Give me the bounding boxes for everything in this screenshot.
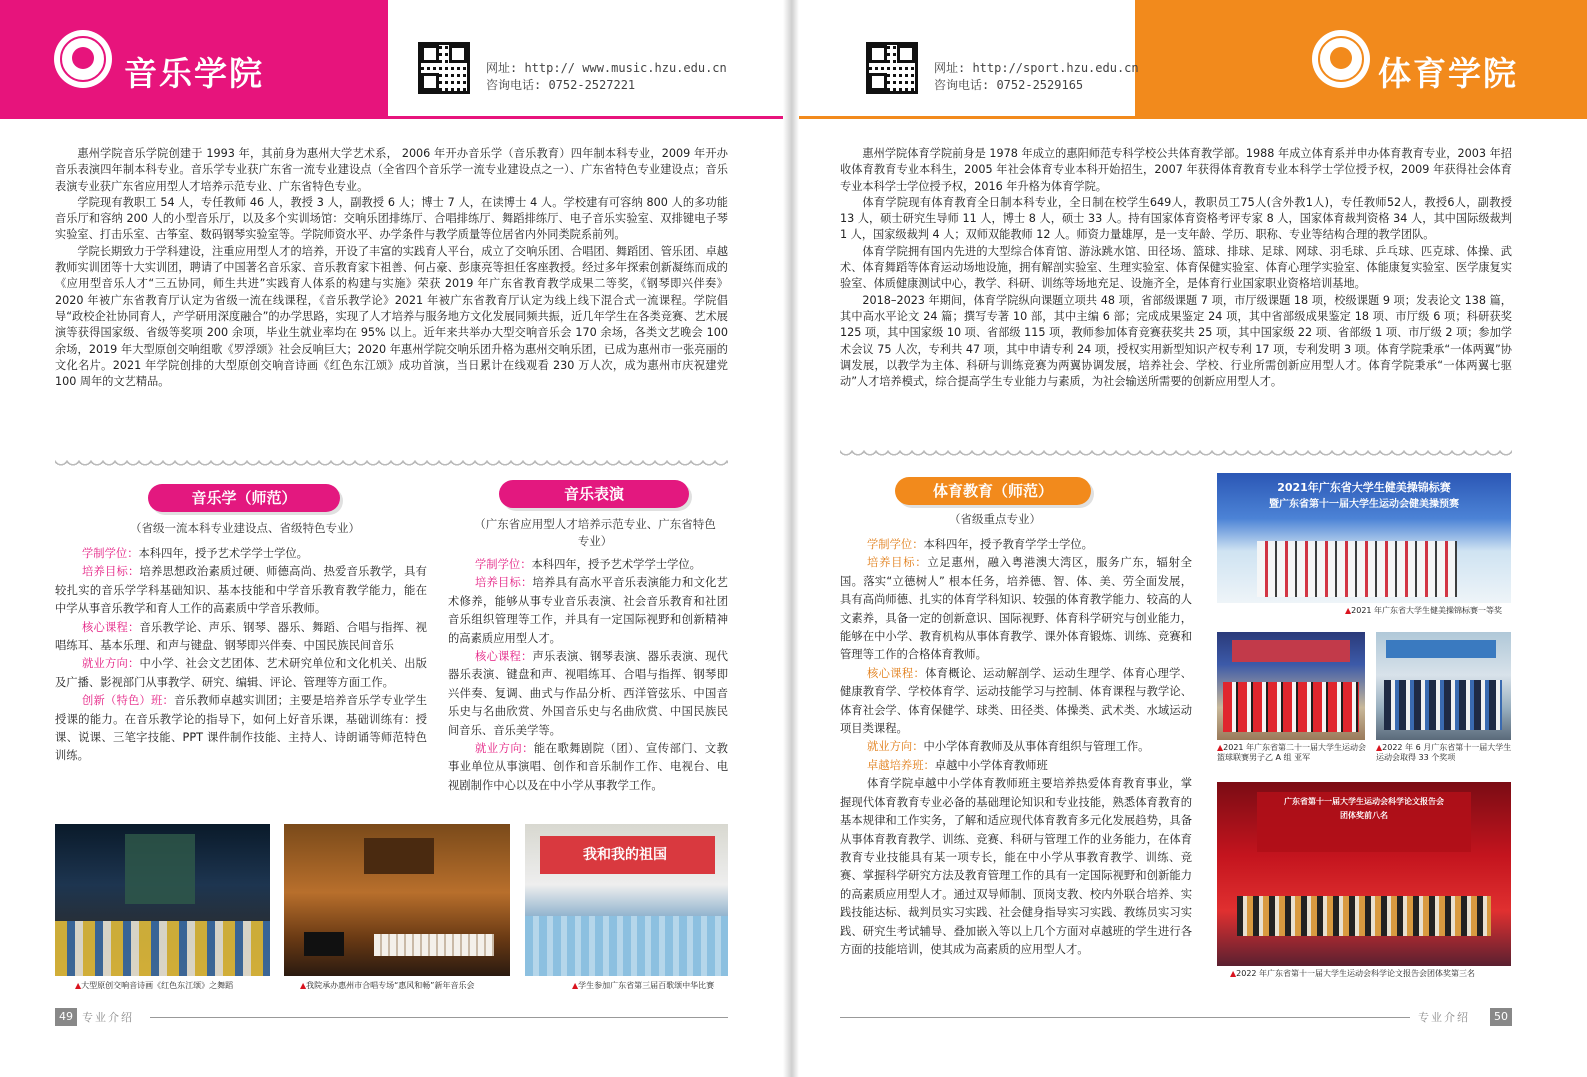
music-website-link[interactable]: 网址: http:// www.music.hzu.edu.cn (486, 61, 727, 75)
photo-singing-competition (525, 824, 728, 976)
major-note: （广东省应用型人才培养示范专业、广东省特色专业） (474, 517, 716, 548)
detail-key: 学制学位： (867, 538, 924, 551)
detail-value: 本科四年，授予教育学学士学位。 (923, 538, 1093, 551)
book-spine (783, 0, 799, 1077)
major-note: （省级一流本科专业建设点、省级特色专业） (130, 521, 360, 535)
detail-key: 培养目标： (82, 565, 140, 579)
photo-caption: ▲我院承办惠州市合唱专场“惠风和畅”新年音乐会 (300, 981, 475, 990)
right-college-title: 体育学院 (1378, 54, 1518, 93)
right-header-rule (799, 116, 1587, 119)
footer-rule (840, 1017, 1410, 1018)
detail-key: 就业方向： (475, 742, 534, 756)
music-qr-code-icon (418, 42, 470, 94)
photo-choir-concert (284, 824, 510, 976)
detail-value: 音乐教师卓越实训团；主要是培养音乐学专业学生授课的能力。在音乐教学论的指导下，如何上好音乐课，基础训练有：授课、说课、三笔字技能、PPT 课件制作技能、主持人、诗朗诵等师范特色训练。 (55, 694, 427, 763)
music-intro-paragraph: 学院现有教职工 54 人，专任教师 46 人，教授 3 人，副教授 6 人；博士 7 人，在读博士 4 人。学校建有可容纳 800 人的多功能音乐厅和容纳 200 人的小型音乐厅，以及多个实训场馆：交响乐团排练厅、合唱排练厅、舞蹈排练厅、电子音乐实验室、双排键电子琴实验室、打击乐室、古筝室、数码钢琴实验室等。学院师资水平、办学条件与教学质量等位居省内外同类院系前列。 (55, 195, 728, 242)
wave-divider (55, 460, 728, 472)
detail-key: 核心课程： (475, 650, 533, 664)
sport-intro-paragraph: 2018–2023 年期间，体育学院纵向课题立项共 48 项，省部级课题 7 项，市厅级课题 18 项，校级课题 9 项；发表论文 138 篇，其中高水平论文 24 篇；撰写专著 10 部，其中主编 6 部；完成成果鉴定 24 项，其中省部级成果鉴定 18 项、市厅级 6 项；科研获奖 125 项，其中国家级 10 项、省部级 115 项，教师参加体育竞赛获奖共 25 项，其中国家级 22 项、省部级 1 项、市厅级 2 项；参加学术会议 75 人次，专利共 47 项，其中申请专利 24 项，授权实用新型知识产权专利 17 项，专利发明 3 项。体育学院秉承“一体两翼”协调发展，以教学为主体、科研与训练竞赛为两翼协调发展，培养社会、学校、行业所需创新应用型人才。体育学院秉承“一体两翼七驱动”人才培养模式，综合提高学生专业能力与素质，为社会输送所需要的创新应用型人才。 (840, 293, 1512, 389)
sport-intro-paragraph: 体育学院现有体育教育全日制本科专业，全日制在校学生649人，教职员工75人(含外教1人)，专任教师52人，教授6人，副教授 13 人，硕士研究生导师 11 人，博士 8 人，硕士 33 人。持有国家体育资格考评专家 8 人，国家体育裁判资格 34 人，其中国际级裁判 1 人，国家级裁判 4 人；双师双能教师 12 人。师资力量雄厚，是一支年龄、学历、职称、专业等结构合理的教学团队。 (840, 195, 1512, 242)
elite-class-description: 体育学院卓越中小学体育教师班主要培养热爱体育教育事业，掌握现代体育教育专业必备的基础理论知识和专业技能，熟悉体育教育的基本规律和工作实务，了解和适应现代体育教育多元化发展趋势，具备从事体育教育教学、训练、竞赛、科研与管理工作的业务能力，在体育教育专业技能具有某一项专长，能在中小学从事教育教学、训练、竞赛、掌握科学研究方法及教育管理工作的具有一定国际视野和创新能力的高素质应用型人才。通过双导师制、顶岗支教、校内外联合培养、实践技能达标、裁判员实习实践、社会健身指导实习实践、教练员实习实践、研究生考试辅导、叠加嵌入等以上几个方面对卓越班的学生进行各方面的技能培训，使其成为高素质的应用型人才。 (840, 777, 1192, 956)
event-banner-line2: 团体奖前八名 (1340, 811, 1388, 820)
photo-caption: ▲大型原创交响音诗画《红色东江颂》之舞蹈 (75, 981, 234, 990)
detail-key: 培养目标： (867, 556, 928, 570)
page-number: 50 (1490, 1008, 1512, 1026)
left-college-title: 音乐学院 (124, 54, 264, 93)
photo-caption: ▲2021 年广东省大学生健美操锦标赛一等奖 (1345, 606, 1503, 615)
sport-qr-code-icon (866, 42, 918, 94)
detail-key: 就业方向： (867, 740, 924, 754)
event-banner-line1: 广东省第十一届大学生运动会科学论文报告会 (1284, 797, 1444, 806)
left-header-rule (0, 116, 785, 119)
major-title-music-performance: 音乐表演 (499, 480, 689, 508)
detail-value: 能在歌舞剧院（团）、宣传部门、文教事业单位从事演唱、创作和音乐制作工作、电视台、电视剧制作中心以及在中小学从事教学工作。 (448, 742, 728, 792)
page-footer-label: 专业介绍 (82, 1011, 134, 1024)
major-details-musicology (55, 545, 427, 766)
event-banner-line1: 2021年广东省大学生健美操锦标赛 (1277, 481, 1451, 494)
detail-value: 卓越中小学体育教师班 (934, 758, 1048, 772)
sport-intro-paragraph: 惠州学院体育学院前身是 1978 年成立的惠阳师范专科学校公共体育教学部。1988 年成立体育系并申办体育教育专业，2003 年招收体育教育专业本科生，2005 年社会体育专业本科开始招生，2007 年获得体育教育专业本科学士学位授予权，2009 年获得社会体育专业本科学士学位授予权，2016 年升格为体育学院。 (840, 147, 1512, 193)
major-note: （省级重点专业） (949, 512, 1041, 526)
photo-dance-performance (55, 824, 270, 976)
sport-phone: 咨询电话: 0752-2529165 (934, 78, 1084, 92)
photo-caption: ▲2022 年广东省第十一届大学生运动会科学论文报告会团体奖第三名 (1230, 969, 1476, 978)
detail-key: 核心课程： (82, 620, 140, 634)
detail-key: 培养目标： (475, 576, 533, 590)
detail-value: 本科四年，授予艺术学学士学位。 (138, 547, 308, 560)
wave-divider (840, 450, 1512, 462)
footer-rule (150, 1017, 728, 1018)
major-title-musicology: 音乐学（师范） (148, 484, 340, 512)
sport-intro (840, 146, 1512, 390)
detail-key: 学制学位： (475, 558, 532, 571)
major-title-physical-education: 体育教育（师范） (895, 477, 1091, 505)
detail-value: 立足惠州，融入粤港澳大湾区，服务广东，辐射全国。落实“立德树人” 根本任务，培养德、智、体、美、劳全面发展，具有高尚师德、扎实的体育学科知识、较强的体育教学能力、较高的人文素养，具备一定的创新意识、国际视野、体育科学研究与创业能力，能够在中小学、教育机构从事体育教学、课外体育锻炼、训练、竞赛和管理等工作的合格体育教师。 (840, 556, 1192, 662)
event-banner-line2: 暨广东省第十一届大学生运动会健美操预赛 (1269, 499, 1459, 510)
photo-caption: ▲学生参加广东省第三届百歌颂中华比赛 (572, 981, 715, 990)
detail-value: 声乐表演、钢琴表演、器乐表演、现代器乐表演、键盘和声、视唱练耳、合唱与指挥、钢琴即兴伴奏、复调、曲式与作品分析、西洋管弦乐、中国音乐史与名曲欣赏、外国音乐史与名曲欣赏、中国民族民间音乐、音乐美学等。 (448, 650, 728, 737)
detail-key: 卓越培养班： (867, 758, 935, 772)
photo-basketball-team (1217, 632, 1365, 740)
right-contact (934, 60, 1139, 94)
photo-caption: ▲2021 年广东省第二十一届大学生运动会篮球联赛男子乙 A 组 亚军 (1217, 743, 1367, 762)
stage-banner-text: 我和我的祖国 (583, 847, 667, 863)
page-footer-label: 专业介绍 (1418, 1011, 1470, 1024)
major-details-music-performance (448, 556, 728, 795)
detail-value: 中小学体育教师及从事体育组织与管理工作。 (923, 740, 1150, 754)
left-contact (486, 60, 727, 94)
detail-value: 中小学、社会文艺团体、艺术研究单位和文化机关、出版及广播、影视部门从事教学、研究、编辑、评论、管理等方面工作。 (55, 657, 427, 689)
university-logo-icon (54, 30, 112, 88)
music-phone: 咨询电话: 0752-2527221 (486, 78, 636, 92)
detail-key: 学制学位： (82, 547, 139, 560)
photo-aerobics-team (1217, 473, 1511, 603)
detail-value: 培养具有高水平音乐表演能力和文化艺术修养，能够从事专业音乐表演、社会音乐教育和社团音乐组织管理等工作，并具有一定国际视野和创新精神的高素质应用型人才。 (448, 576, 728, 645)
detail-key: 创新（特色）班： (82, 694, 175, 708)
detail-value: 体育概论、运动解剖学、运动生理学、体育心理学、健康教育学、学校体育学、运动技能学习与控制、体育课程与教学论、体育社会学、体育保健学、球类、田径类、体操类、武术类、水域运动项目类课程。 (840, 666, 1192, 736)
photo-paper-report-ceremony (1217, 782, 1511, 966)
detail-key: 就业方向： (82, 657, 140, 671)
detail-value: 本科四年，授予艺术学学士学位。 (531, 558, 701, 571)
detail-value: 音乐教学论、声乐、钢琴、器乐、舞蹈、合唱与指挥、视唱练耳、基本乐理、和声与键盘、钢琴即兴伴奏、中国民族民间音乐 (55, 620, 427, 653)
detail-value: 培养思想政治素质过硬、师德高尚、热爱音乐教学，具有较扎实的音乐学学科基础知识、基本技能和中学音乐教育教学能力，能在中学从事音乐教学和育人工作的高素质中学音乐教师。 (55, 565, 427, 616)
major-details-physical-education (840, 536, 1192, 959)
detail-key: 核心课程： (867, 666, 926, 680)
page-number: 49 (55, 1008, 77, 1026)
sport-intro-paragraph: 体育学院拥有国内先进的大型综合体育馆、游泳跳水馆、田径场、篮球、排球、足球、网球、羽毛球、乒乓球、匹克球、体操、武术、体育舞蹈等体育运动场地设施，拥有解剖实验室、生理实验室、体育保健实验室、体育心理学实验室、体能康复实验室、医学康复实验室、体质健康测试中心，教学、科研、训练等场地充足、设施齐全，是体育行业国家职业资格培训基地。 (840, 244, 1512, 291)
music-intro (55, 146, 728, 390)
photo-caption: ▲2022 年 6 月广东省第十一届大学生运动会取得 33 个奖项 (1376, 743, 1512, 762)
photo-athletics-awards (1376, 632, 1511, 740)
sport-website-link[interactable]: 网址: http://sport.hzu.edu.cn (934, 61, 1139, 75)
university-logo-icon (1312, 30, 1370, 88)
music-intro-paragraph: 学院长期致力于学科建设，注重应用型人才的培养，开设了丰富的实践育人平台，成立了交响乐团、合唱团、舞蹈团、管乐团、卓越教师实训团等十大实训团，聘请了中国著名音乐家、音乐教育家卞祖善、何占豪、彭康亮等担任客座教授。经过多年探索创新凝练而成的《应用型音乐人才“三五协同，师生共进”实践育人体系的构建与实施》荣获 2019 年广东省教育教学成果二等奖，《钢琴即兴伴奏》2020 年被广东省教育厅认定为省级一流在线课程，《音乐教学论》2021 年被广东省教育厅认定为线上线下混合式一流课程。学院倡导“政校企社协同育人，产学研用深度融合”的办学思路，实现了人才培养与服务地方文化发展同频共振，近几年学生在各类竞赛、艺术展演等获得国家级、省级等奖项 200 余项，毕业生就业率均在 95% 以上。近年来共举办大型交响音乐会 170 余场，各类文艺晚会 100 余场，2019 年大型原创交响组歌《罗浮颂》社会反响巨大；2020 年惠州学院交响乐团升格为惠州交响乐团，已成为惠州市一张亮丽的文化名片。2021 年学院创排的大型原创交响音诗画《红色东江颂》成功首演，当日累计在线观看 230 万人次，成为惠州市庆祝建党 100 周年的文艺精品。 (55, 244, 728, 389)
music-intro-paragraph: 惠州学院音乐学院创建于 1993 年，其前身为惠州大学艺术系， 2006 年开办音乐学（音乐教育）四年制本科专业，2009 年开办音乐表演四年制本科专业。音乐学专业获广东省一流专业建设点（全省四个音乐学一流专业建设点之一）、广东省特色专业建设点；音乐表演专业获广东省应用型人才培养示范专业、广东省特色专业。 (55, 147, 728, 193)
